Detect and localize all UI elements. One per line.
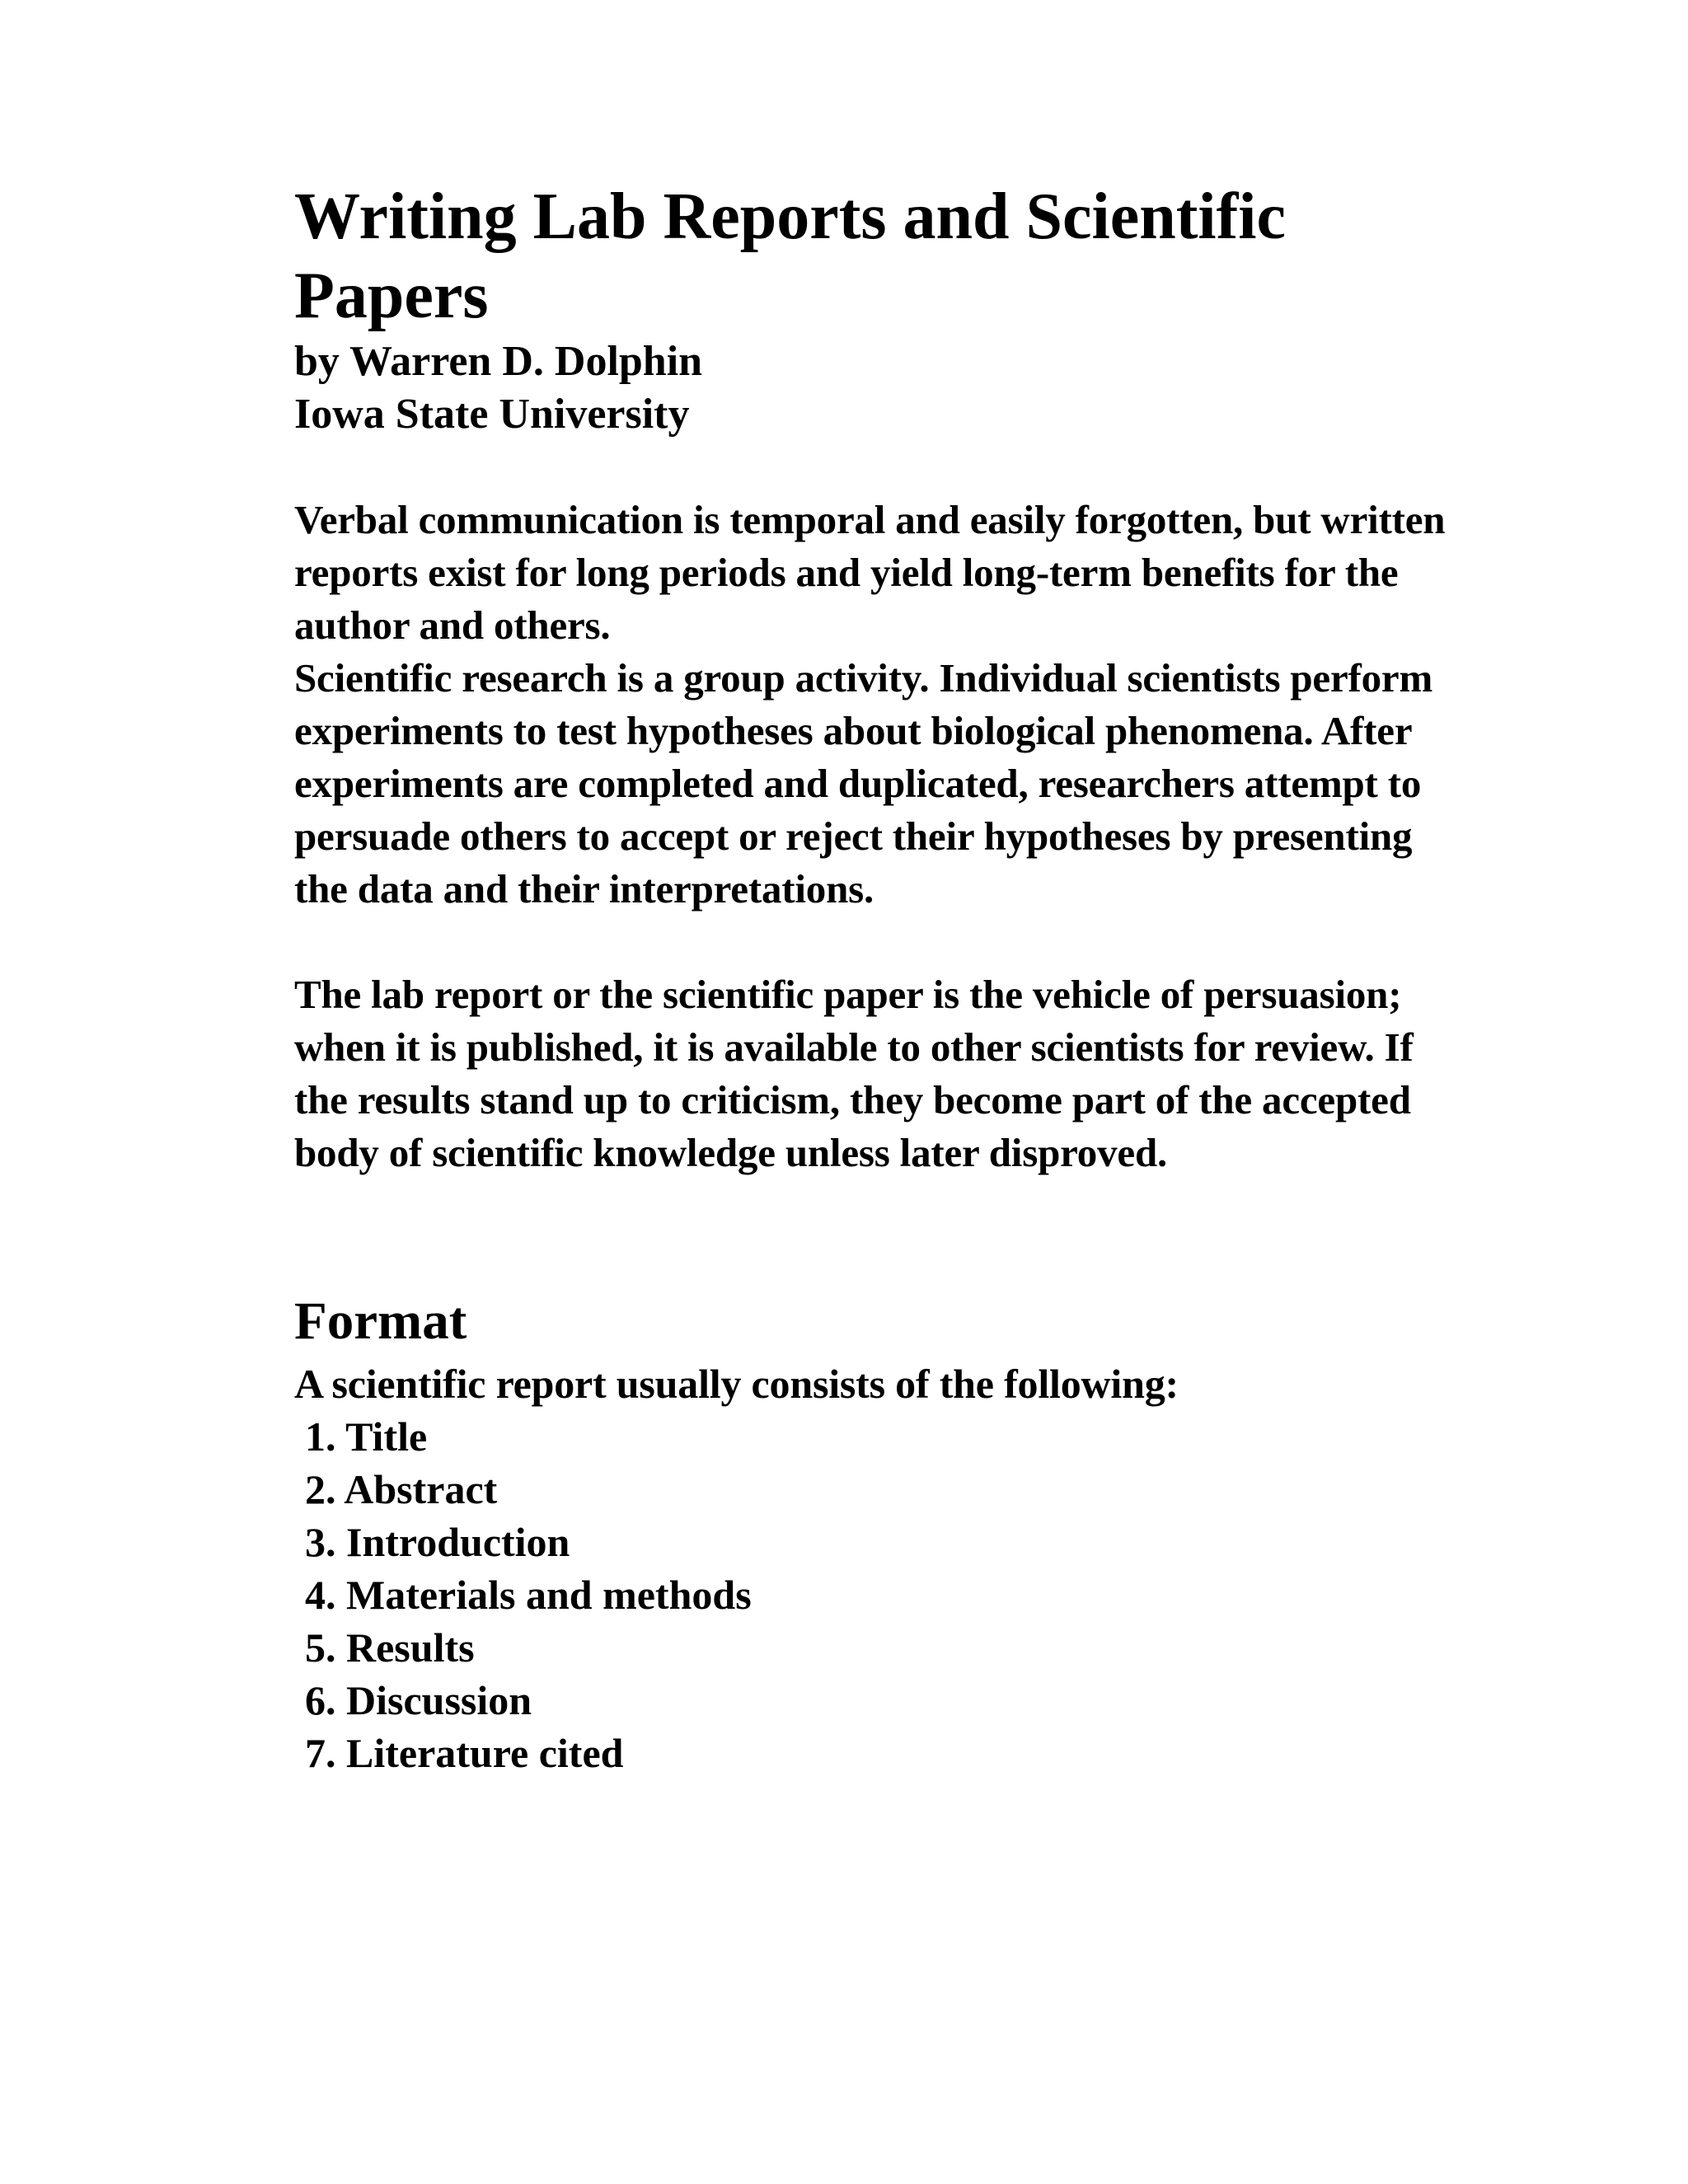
affiliation-line: Iowa State University [294,391,690,438]
spacer [294,916,1465,968]
format-lead: A scientific report usually consists of the following: [294,1361,1179,1407]
list-item [305,1516,1465,1568]
list-item [305,1568,1465,1621]
list-item-number: 7. [305,1730,336,1776]
intro-paragraph-3: The lab report or the scientific paper is the vehicle of persuasion; when it is published, it is available to other scientists for review. If the results stand up to criticism, they become part of the accepted body of scientific knowledge unless later disproved. [294,972,1414,1175]
list-item-number: 1. [305,1413,336,1460]
list-item-label: Results [346,1624,475,1671]
list-item-label: Title [345,1413,428,1460]
list-item [305,1727,1465,1779]
spacer [294,1179,1465,1285]
intro-paragraph-1: Verbal communication is temporal and easily forgotten, but written reports exist for long periods and yield long-term benefits for the author and others. [294,497,1446,648]
list-item-number: 5. [305,1624,336,1671]
document-content [294,177,1465,1779]
list-item-label: Discussion [346,1677,532,1723]
list-item-label: Introduction [346,1519,570,1565]
list-item-number: 2. [305,1466,336,1512]
list-item-number: 4. [305,1572,336,1618]
format-list [294,1410,1465,1779]
list-item [305,1410,1465,1463]
list-item-label: Materials and methods [346,1572,752,1618]
list-item-label: Literature cited [346,1730,624,1776]
list-item [305,1674,1465,1727]
list-item [305,1621,1465,1674]
document-title: Writing Lab Reports and Scientific Papers [294,180,1287,332]
list-item-number: 6. [305,1677,336,1723]
list-item-number: 3. [305,1519,336,1565]
spacer [294,441,1465,494]
author-line: by Warren D. Dolphin [294,338,703,385]
section-heading-format: Format [294,1291,467,1351]
intro-paragraph-2: Scientific research is a group activity. Individual scientists perform experiments to test hypotheses about biological phenomena. After experiments are completed and duplicated, researchers attempt to persuade others to accept or reject their hypotheses by presenting the data and their interpretations. [294,655,1433,912]
list-item [305,1463,1465,1516]
list-item-label: Abstract [344,1466,498,1512]
